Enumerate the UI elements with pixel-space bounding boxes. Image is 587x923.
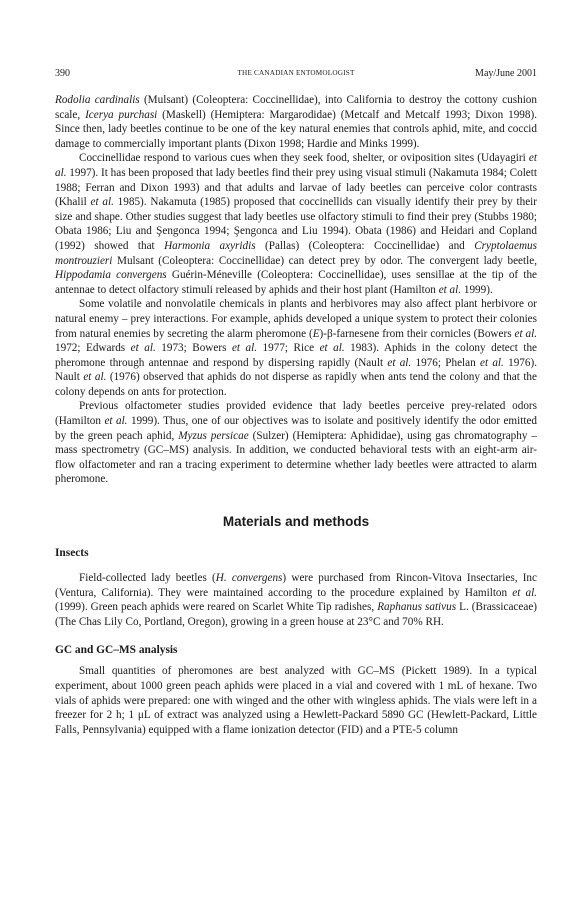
italic-term: Hippodamia convergens [55, 269, 167, 282]
italic-term: et al. [104, 415, 128, 428]
text-run: Coccinellidae respond to various cues when they seek food, shelter, or oviposition sites (Udayagiri [79, 152, 529, 165]
italic-term: et al. [83, 371, 107, 384]
italic-term: Myzus persicae [178, 429, 249, 442]
italic-term: Raphanus sativus [377, 601, 457, 614]
italic-term: et al. [438, 283, 462, 296]
italic-term: Cryptolaemus montrouzieri [55, 239, 537, 267]
italic-term: et al. [387, 356, 412, 369]
text-run: (Mulsant) (Coleoptera: Coccinellidae), into California to destroy the cottony cushion scale, [55, 94, 537, 121]
text-run: (Maskell) (Hemiptera: Margarodidae) (Metcalf and Metcalf 1993; Dixon 1998). Since then, lady beetles continue to be one of the key natural enemies that controls aphid, mite, and coccid damage to commercially important plants (Dixon 1998; Hardie and Minks 1999). [55, 108, 538, 150]
text-run: 1997). It has been proposed that lady beetles find their prey using visual stimuli (Nakamuta 1984; Colett 1988; Ferran and Dixon 1993) and that adults and larvae of lady beetles can perceive color contrasts (Khalil [55, 166, 537, 209]
article-body [55, 93, 537, 737]
text-run: (1976) observed that aphids do not disperse as rapidly when ants tend the colony and that the colony depends on ants for protection. [55, 371, 537, 398]
subsection-heading-insects: Insects [55, 547, 89, 560]
text-run: (1999). Green peach aphids were reared on Scarlet White Tip radishes, [55, 601, 378, 614]
italic-term: Icerya purchasi [85, 108, 158, 121]
journal-name: THE CANADIAN ENTOMOLOGIST [237, 69, 355, 77]
text-run: 1983). Aphids in the colony detect the pheromone through antennae and respond by dispersing rapidly (Nault [55, 342, 538, 369]
text-run: 1999). [461, 283, 493, 296]
text-run: 1972; Edwards [55, 342, 131, 355]
text-run: Previous olfactometer studies provided evidence that lady beetles perceive prey-related odors (Hamilton [55, 400, 537, 428]
section-heading: Materials and methods [222, 514, 370, 530]
text-run: 1976). Nault [55, 356, 538, 384]
italic-term: Harmonia axyridis [164, 239, 256, 252]
page-number: 390 [55, 68, 70, 79]
italic-term: et al. [514, 327, 537, 340]
text-run: 1985). Nakamuta (1985) proposed that coccinellids can visually identify their prey by their size and shape. Other studies suggest that lady beetles use olfactory stimuli to find their prey (Stubbs 1980; Obata 1986; Liu and Şengonca 1994; Şengonca and Liu 1994). Obata (1986) and Heidari and Copland (1992) showed that [55, 196, 537, 252]
italic-term: Rodolia cardinalis [55, 94, 140, 106]
paragraph [55, 297, 537, 399]
text-run: (Sulzer) (Hemiptera: Aphididae), using gas chromatography – mass spectrometry (GC–MS) analysis. In addition, we conducted behavioral tests with an eight-arm air-flow olfactometer and ran a tracing experiment to determine whether lady beetles were attracted to alarm pheromone. [55, 429, 538, 486]
text-run: Some volatile and nonvolatile chemicals in plants and herbivores may also affect plant herbivore or natural enemy – prey interactions. For example, aphids developed a unique system to protect their colonies from natural enemies by secreting the alarm pheromone ( [55, 298, 537, 340]
subsection-heading-gc: GC and GC–MS analysis [55, 644, 178, 657]
italic-term: H. convergens [215, 572, 283, 585]
text-run: 1973; Bowers [155, 342, 232, 355]
italic-term: et al. [130, 342, 156, 355]
text-run: 1999). Thus, one of our objectives was to isolate and positively identify the odor emitted by the green peach aphid, [55, 415, 537, 442]
text-run: 1976; Phelan [411, 356, 480, 369]
italic-term: et al. [512, 586, 537, 599]
text-run: Guérin-Méneville (Coleoptera: Coccinellidae), uses sensillae at the tip of the antennae to detect olfactory stimuli released by aphids and their host plant (Hamilton [55, 269, 538, 296]
running-head [55, 68, 537, 82]
text-run: Mulsant (Coleoptera: Coccinellidae) can detect prey by odor. The convergent lady beetle, [112, 254, 537, 267]
italic-term: et al. [55, 152, 537, 179]
paragraph [55, 93, 537, 151]
issue-date: May/June 2001 [475, 68, 537, 79]
italic-term: et al. [479, 356, 504, 369]
text-run: L. (Brassicaceae) (The Chas Lily Co, Portland, Oregon), growing in a green house at 23°C and 70% RH. [55, 601, 538, 628]
text-run: ) were purchased from Rincon-Vitova Insectaries, Inc (Ventura, California). They were maintained according to the procedure explained by Hamilton [55, 572, 537, 599]
paragraph [55, 664, 537, 737]
italic-term: et al. [319, 342, 345, 355]
italic-term: E [312, 327, 320, 340]
text-run: Small quantities of pheromones are best analyzed with GC–MS (Pickett 1989). In a typical experiment, about 1000 green peach aphids were placed in a vial and covered with 1 mL of hexane. Two vials of aphids were prepared: one with winged and the other with wingless aphids. The vials were left in a freezer for 2 h; 1 μL of extract was analyzed using a Hewlett-Packard 5890 GC (Hewlett-Packard, Little Falls, Pennsylvania) equipped with a flame ionization detector (FID) and a PTE-5 column [55, 665, 537, 736]
paragraph [55, 151, 537, 297]
paragraph [55, 399, 537, 487]
text-run: 1977; Rice [257, 342, 320, 355]
paragraph [55, 571, 537, 629]
text-run: (Pallas) (Coleoptera: Coccinellidae) and [255, 239, 475, 252]
italic-term: et al. [231, 342, 258, 355]
italic-term: et al. [90, 196, 114, 209]
text-run: Field-collected lady beetles ( [79, 572, 216, 585]
text-run: )-β-farnesene from their cornicles (Bowers [319, 327, 515, 340]
